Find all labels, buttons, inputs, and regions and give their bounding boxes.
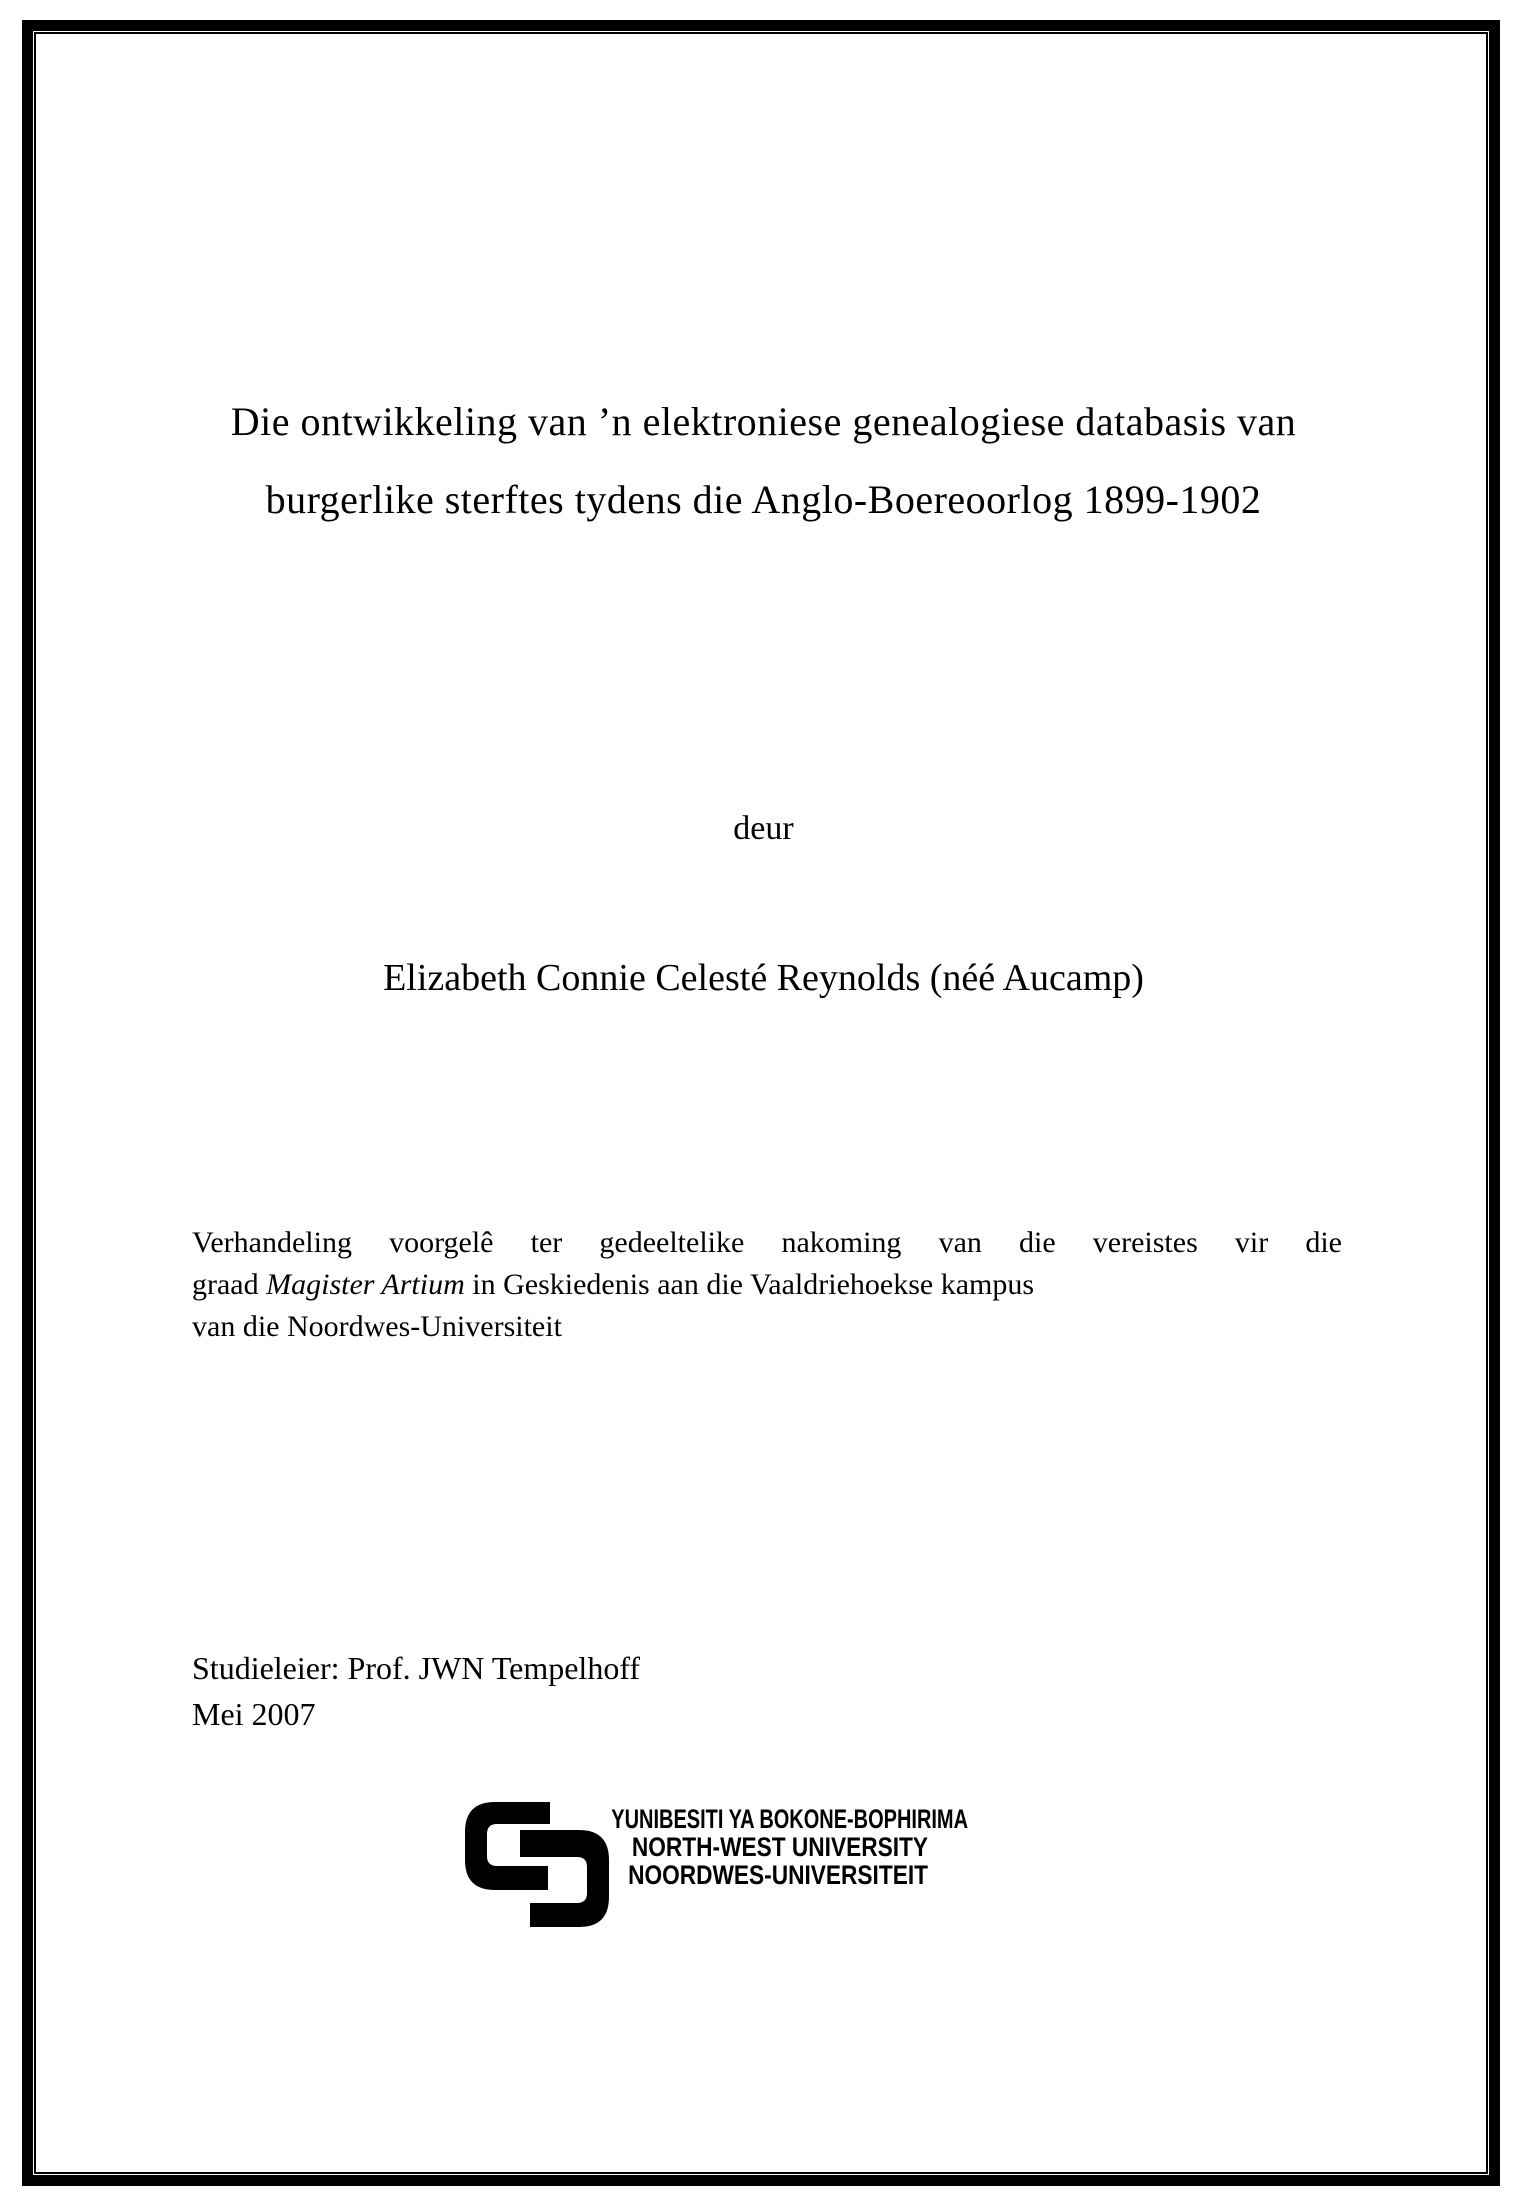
author-name: Elizabeth Connie Celesté Reynolds (néé Aucamp) [383,957,1144,999]
date-line: Mei 2007 [192,1696,316,1732]
supervisor-line: Studieleier: Prof. JWN Tempelhoff [192,1650,641,1686]
nwu-logo-wordmark [500,1804,969,1890]
degree-name-italic: Magister Artium [266,1268,465,1301]
nwu-logo-line3: NOORDWES-UNIVERSITEIT [628,1860,928,1890]
degree-statement-line2-pre: graad [192,1268,267,1301]
degree-statement-line1: Verhandeling voorgelê ter gedeeltelike nakoming van die vereistes vir die [192,1226,1342,1259]
thesis-title-line2: burgerlike sterftes tydens die Anglo-Boereoorlog 1899-1902 [265,477,1262,522]
thesis-title [190,383,1337,539]
degree-statement-line2 [192,1264,1342,1306]
supervisor-block [192,1645,640,1737]
degree-statement [192,1222,1342,1348]
degree-statement-line2-post: in Geskiedenis aan die Vaaldriehoekse kampus [464,1268,1035,1301]
nwu-logo-line1: YUNIBESITI YA BOKONE-BOPHIRIMA [611,1804,969,1834]
byline: deur [733,810,794,847]
degree-statement-line3: van die Noordwes-Universiteit [192,1310,562,1343]
thesis-title-line1: Die ontwikkeling van ’n elektroniese genealogiese databasis van [230,399,1297,444]
nwu-logo-line2: NORTH-WEST UNIVERSITY [631,1832,928,1862]
